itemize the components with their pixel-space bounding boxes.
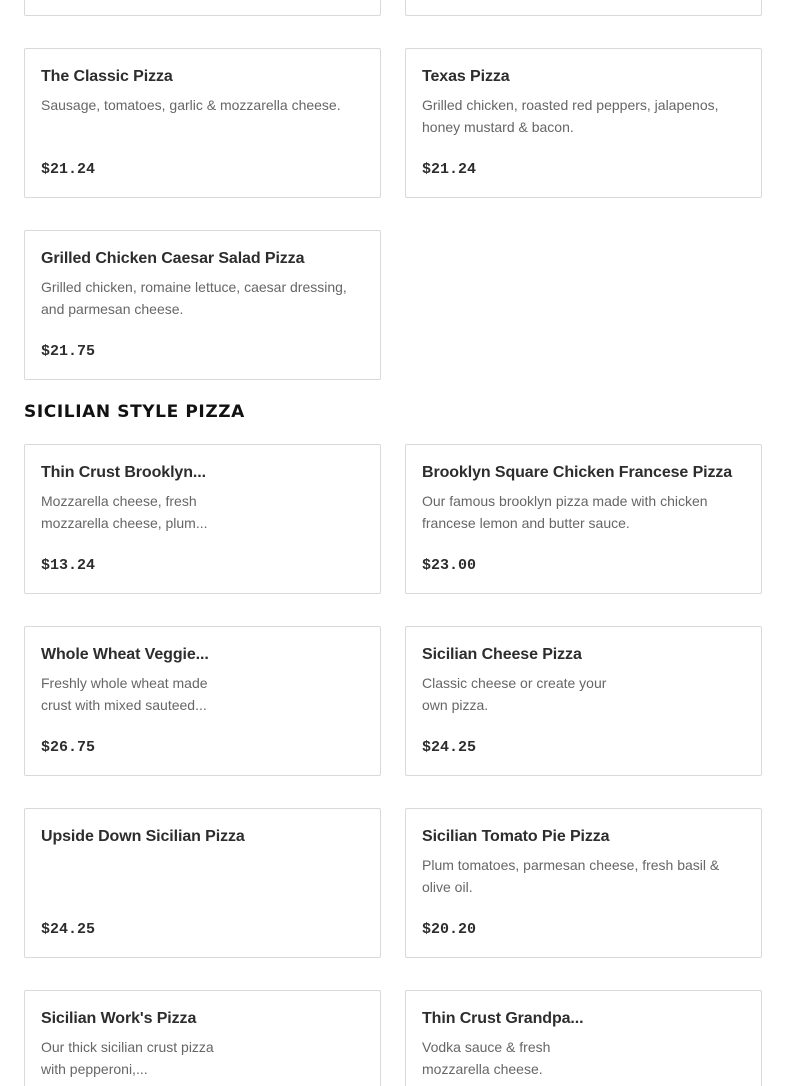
item-description: Classic cheese or create your own pizza.	[422, 675, 607, 713]
item-description: Freshly whole wheat made crust with mixed sauteed...	[41, 675, 208, 713]
item-description: Our thick sicilian crust pizza with pepperoni,...	[41, 1039, 214, 1077]
section-heading: SICILIAN STYLE PIZZA	[24, 402, 245, 422]
item-price: $21.24	[41, 161, 96, 178]
item-name: Sicilian Work's Pizza	[41, 1010, 197, 1027]
item-name: Whole Wheat Veggie...	[41, 646, 209, 663]
menu-item-card-brooklyn-square-chicken-francese-pizza[interactable]	[405, 444, 762, 594]
item-name: Brooklyn Square Chicken Francese Pizza	[422, 464, 733, 481]
item-price: $21.75	[41, 343, 96, 360]
item-description: Grilled chicken, roasted red peppers, jalapenos, honey mustard & bacon.	[422, 97, 719, 135]
menu-item-card-sicilian-cheese-pizza[interactable]	[405, 626, 762, 776]
item-name: Upside Down Sicilian Pizza	[41, 828, 245, 845]
item-description: Plum tomatoes, parmesan cheese, fresh basil & olive oil.	[422, 857, 720, 895]
menu-item-card-sicilian-tomato-pie-pizza[interactable]	[405, 808, 762, 958]
item-name: Thin Crust Grandpa...	[422, 1010, 584, 1027]
item-price: $26.75	[41, 739, 96, 756]
item-price: $21.24	[422, 161, 477, 178]
item-price: $20.20	[422, 921, 477, 938]
item-name: Sicilian Cheese Pizza	[422, 646, 582, 663]
item-description: Vodka sauce & fresh mozzarella cheese.	[422, 1039, 551, 1077]
item-price: $23.00	[422, 557, 477, 574]
item-name: Grilled Chicken Caesar Salad Pizza	[41, 250, 305, 267]
menu-item-card-whole-wheat-veggie[interactable]	[24, 626, 381, 776]
item-name: Sicilian Tomato Pie Pizza	[422, 828, 610, 845]
menu-item-card-thin-crust-grandpa[interactable]	[405, 990, 762, 1086]
item-description: Grilled chicken, romaine lettuce, caesar dressing, and parmesan cheese.	[41, 279, 347, 317]
item-description: Sausage, tomatoes, garlic & mozzarella cheese.	[41, 97, 341, 113]
item-price: $24.25	[41, 921, 96, 938]
item-name: Texas Pizza	[422, 68, 510, 85]
menu-item-card[interactable]	[24, 0, 381, 16]
item-price: $24.25	[422, 739, 477, 756]
menu-item-card[interactable]	[405, 0, 762, 16]
menu-item-card-thin-crust-brooklyn[interactable]	[24, 444, 381, 594]
item-description: Mozzarella cheese, fresh mozzarella cheese, plum...	[41, 493, 208, 531]
menu-item-card-upside-down-sicilian-pizza[interactable]	[24, 808, 381, 958]
menu-item-card-grilled-chicken-caesar-salad-pizza[interactable]	[24, 230, 381, 380]
item-name: The Classic Pizza	[41, 68, 173, 85]
item-description: Our famous brooklyn pizza made with chicken francese lemon and butter sauce.	[422, 493, 708, 531]
item-name: Thin Crust Brooklyn...	[41, 464, 206, 481]
menu-item-card-the-classic-pizza[interactable]	[24, 48, 381, 198]
item-price: $13.24	[41, 557, 96, 574]
menu-item-card-texas-pizza[interactable]	[405, 48, 762, 198]
menu-item-card-sicilian-works-pizza[interactable]	[24, 990, 381, 1086]
